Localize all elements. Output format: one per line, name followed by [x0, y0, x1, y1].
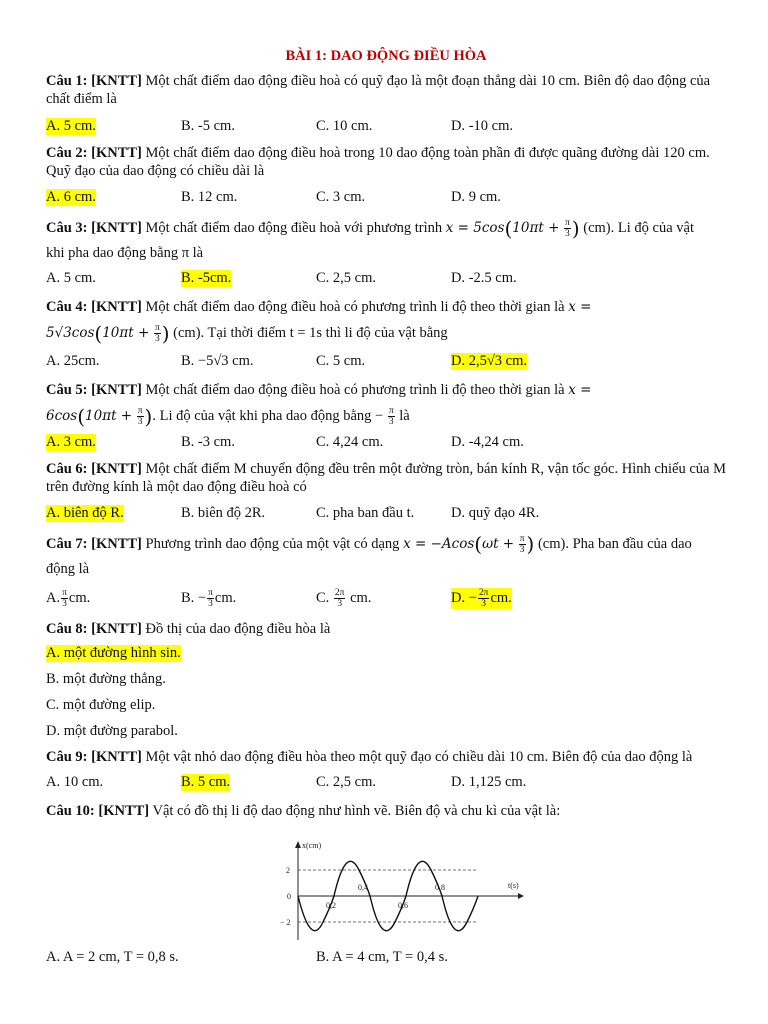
- q4-options: [46, 353, 726, 373]
- q4-option-d[interactable]: D. 2,5√3 cm.: [451, 353, 528, 369]
- q5-paren-close: ): [144, 404, 153, 429]
- q7-b-unit: cm.: [214, 589, 237, 606]
- q4-frac-num: π: [154, 323, 160, 334]
- q7-a-unit: cm.: [68, 589, 91, 606]
- q5-text2: . Li độ của vật khi pha dao động bằng −: [152, 408, 384, 424]
- q8-option-d[interactable]: D. một đường parabol.: [46, 723, 178, 739]
- q4-eq-inner: 10πt +: [102, 325, 150, 341]
- q2-text: Một chất điểm dao động điều hoà trong 10 dao động toàn phần đi được quãng đường dài 120 cm. Quỹ đạo của dao động có chiều dài là: [46, 145, 710, 179]
- question-8: [46, 620, 726, 638]
- q2-option-a[interactable]: A. 6 cm.: [46, 189, 96, 205]
- q6-option-a[interactable]: A. biên độ R.: [46, 505, 124, 521]
- q7-d-den: 3: [481, 599, 487, 609]
- q7-label: Câu 7:: [46, 536, 88, 552]
- graph-t-04: 0,4: [358, 883, 368, 892]
- q3-label: Câu 3:: [46, 220, 88, 236]
- q4-fraction: [154, 323, 161, 344]
- q4-text1: Một chất điểm dao động điều hoà có phương trình li độ theo thời gian là: [145, 299, 565, 315]
- q5-text3: là: [399, 408, 410, 424]
- q8-option-a[interactable]: A. một đường hình sin.: [46, 645, 181, 661]
- oscillation-graph: [278, 836, 538, 946]
- q1-option-d[interactable]: D. -10 cm.: [451, 118, 514, 134]
- graph-x-arrow: [295, 841, 301, 848]
- q9-options: [46, 774, 726, 794]
- q9-label: Câu 9:: [46, 749, 88, 765]
- q5-label: Câu 5:: [46, 382, 88, 398]
- q1-tag: [KNTT]: [91, 73, 142, 89]
- q7-a-prefix: A.: [46, 589, 61, 606]
- q1-text: Một chất điểm dao động điều hoà có quỹ đạo là một đoạn thẳng dài 10 cm. Biên độ dao động của chất điểm là: [46, 73, 711, 107]
- q3-text1: Một chất điểm dao động điều hoà với phương trình: [145, 220, 443, 236]
- q3-unit: (cm). Li độ của vật: [583, 220, 694, 236]
- q8-tag: [KNTT]: [91, 621, 142, 637]
- q8-label: Câu 8:: [46, 621, 88, 637]
- q3-option-b[interactable]: B. -5cm.: [181, 270, 232, 286]
- graph-y-top: 2: [286, 866, 290, 875]
- q4-frac-den: 3: [154, 334, 160, 345]
- q5-option-a[interactable]: A. 3 cm.: [46, 434, 96, 450]
- graph-t-08: 0,8: [435, 883, 445, 892]
- graph-y-bottom: − 2: [280, 918, 291, 927]
- q5-paren-open: (: [77, 404, 86, 429]
- q5-eq-x: x =: [568, 382, 592, 398]
- q7-option-c[interactable]: [316, 588, 371, 609]
- question-2: [46, 144, 726, 180]
- q7-frac-den: 3: [519, 545, 525, 556]
- q4-paren-open: (: [94, 321, 103, 346]
- q5-fraction: [137, 406, 144, 427]
- q7-b-prefix: B. −: [181, 589, 207, 606]
- q3-paren-open: (: [504, 216, 513, 241]
- q5-options: [46, 434, 726, 454]
- q4-label: Câu 4:: [46, 299, 88, 315]
- q8-text: Đồ thị của dao động điều hòa là: [145, 621, 331, 637]
- q3-paren-close: ): [571, 216, 580, 241]
- q7-c-unit: cm.: [350, 589, 372, 606]
- q3-option-d[interactable]: D. -2.5 cm.: [451, 270, 517, 286]
- q2-option-b[interactable]: B. 12 cm.: [181, 189, 238, 205]
- q5-option-b[interactable]: B. -3 cm.: [181, 434, 235, 450]
- q7-option-a[interactable]: [46, 588, 90, 609]
- question-6: [46, 460, 726, 496]
- q7-b-num: π: [208, 588, 213, 598]
- q7-c-prefix: C.: [316, 589, 330, 606]
- q7-d-num: 2π: [478, 588, 489, 598]
- q7-fraction: [519, 534, 526, 555]
- q5-frac-den: 3: [137, 417, 143, 428]
- question-10: [46, 802, 726, 820]
- q2-tag: [KNTT]: [91, 145, 142, 161]
- q3-option-a[interactable]: A. 5 cm.: [46, 270, 96, 286]
- q3-options: [46, 270, 726, 290]
- q2-option-c[interactable]: C. 3 cm.: [316, 189, 366, 205]
- q7-c-fraction: [334, 588, 346, 609]
- q10-option-b[interactable]: B. A = 4 cm, T = 0,4 s.: [316, 949, 448, 965]
- q7-paren-close: ): [526, 532, 535, 557]
- q7-d-fraction: [478, 588, 490, 609]
- q4-paren-close: ): [161, 321, 170, 346]
- question-9: [46, 748, 726, 766]
- q7-eq-inner: ωt +: [482, 536, 515, 552]
- q5-phase-num: π: [388, 406, 394, 417]
- q1-label: Câu 1:: [46, 73, 88, 89]
- q10-text: Vật có đồ thị li độ dao động như hình vẽ. Biên độ và chu kì của vật là:: [152, 803, 561, 819]
- q4-eq-x: x =: [568, 299, 592, 315]
- q6-text: Một chất điểm M chuyển động đều trên một đường tròn, bán kính R, vận tốc góc. Hình chiếu của M trên đường kính là một dao động điều hoà có: [46, 461, 727, 495]
- q7-text2: động là: [46, 561, 90, 578]
- q3-text2: khi pha dao động bằng π là: [46, 244, 204, 261]
- graph-origin: 0: [287, 892, 291, 901]
- q6-tag: [KNTT]: [91, 461, 142, 477]
- q3-fraction: [564, 218, 571, 239]
- q7-a-fraction: [61, 588, 68, 609]
- q7-a-num: π: [62, 588, 67, 598]
- q3-eq-inner: 10πt +: [512, 220, 560, 236]
- q7-c-den: 3: [337, 599, 343, 609]
- q7-paren-open: (: [474, 532, 483, 557]
- q10-options: [46, 949, 726, 969]
- q9-tag: [KNTT]: [91, 749, 142, 765]
- q4-option-a[interactable]: A. 25cm.: [46, 353, 100, 369]
- q10-label: Câu 10:: [46, 803, 95, 819]
- page-title: BÀI 1: DAO ĐỘNG ĐIỀU HÒA: [285, 48, 487, 64]
- q6-options: [46, 505, 726, 525]
- q6-option-d[interactable]: D. quỹ đạo 4R.: [451, 505, 540, 521]
- q7-a-den: 3: [62, 599, 67, 609]
- q4-option-c[interactable]: C. 5 cm.: [316, 353, 366, 369]
- q7-text1: Phương trình dao động của một vật có dạng: [145, 536, 400, 552]
- question-3: [46, 216, 726, 265]
- question-1: [46, 72, 726, 108]
- q6-label: Câu 6:: [46, 461, 88, 477]
- q7-d-unit: cm.: [490, 589, 512, 606]
- q5-equation: 6cos: [46, 408, 78, 424]
- q10-option-a[interactable]: A. A = 2 cm, T = 0,8 s.: [46, 949, 179, 965]
- q7-frac-num: π: [519, 534, 525, 545]
- q5-option-c[interactable]: C. 4,24 cm.: [316, 434, 384, 450]
- q7-options: [46, 588, 726, 614]
- q7-b-den: 3: [208, 599, 213, 609]
- q3-tag: [KNTT]: [91, 220, 142, 236]
- q3-frac-den: 3: [565, 229, 570, 240]
- q7-b-fraction: [207, 588, 214, 609]
- q2-option-d[interactable]: D. 9 cm.: [451, 189, 501, 205]
- question-5: [46, 377, 726, 430]
- question-4: [46, 294, 726, 347]
- q9-option-b[interactable]: B. 5 cm.: [181, 774, 231, 790]
- q7-d-prefix: D. −: [451, 589, 477, 606]
- q5-phase-den: 3: [388, 417, 394, 428]
- q4-tag: [KNTT]: [91, 299, 142, 315]
- graph-t-arrow: [518, 893, 524, 899]
- q1-option-a[interactable]: A. 5 cm.: [46, 118, 96, 134]
- q3-frac-num: π: [565, 218, 570, 229]
- q7-option-d[interactable]: [451, 588, 512, 609]
- q5-text1: Một chất điểm dao động điều hoà có phương trình li độ theo thời gian là: [145, 382, 565, 398]
- q8-option-c[interactable]: C. một đường elip.: [46, 697, 156, 713]
- q8-option-b[interactable]: B. một đường thẳng.: [46, 671, 166, 687]
- question-7: [46, 532, 726, 582]
- q1-options: [46, 118, 726, 138]
- q3-option-c[interactable]: C. 2,5 cm.: [316, 270, 377, 286]
- q6-option-c[interactable]: C. pha ban đầu t.: [316, 505, 415, 521]
- q9-option-a[interactable]: A. 10 cm.: [46, 774, 104, 790]
- q9-option-d[interactable]: D. 1,125 cm.: [451, 774, 527, 790]
- q4-equation: 5√3cos: [46, 325, 95, 341]
- q7-equation: x = −Acos: [403, 536, 475, 552]
- q5-eq-inner: 10πt +: [85, 408, 133, 424]
- q4-text2: (cm). Tại thời điểm t = 1s thì li độ của vật bằng: [173, 325, 448, 341]
- q7-option-b[interactable]: [181, 588, 236, 609]
- q5-option-d[interactable]: D. -4,24 cm.: [451, 434, 524, 450]
- q5-frac-num: π: [137, 406, 143, 417]
- q6-option-b[interactable]: B. biên độ 2R.: [181, 505, 266, 521]
- q9-option-c[interactable]: C. 2,5 cm.: [316, 774, 377, 790]
- q5-tag: [KNTT]: [91, 382, 142, 398]
- q4-option-b[interactable]: B. −5√3 cm.: [181, 353, 254, 369]
- q3-equation: x = 5cos: [445, 220, 505, 236]
- graph-y-label: x(cm): [302, 841, 322, 850]
- q1-option-b[interactable]: B. -5 cm.: [181, 118, 235, 134]
- graph-t-02: 0,2: [326, 901, 336, 910]
- q7-c-num: 2π: [334, 588, 345, 598]
- q5-phase-fraction: [388, 406, 395, 427]
- graph-t-06: 0,6: [398, 901, 408, 910]
- q9-text: Một vật nhỏ dao động điều hòa theo một quỹ đạo có chiều dài 10 cm. Biên độ của dao động là: [145, 749, 693, 765]
- q7-tag: [KNTT]: [91, 536, 142, 552]
- graph-x-label: t(s): [508, 881, 519, 890]
- q7-unit: (cm). Pha ban đầu của dao: [537, 536, 692, 552]
- q2-label: Câu 2:: [46, 145, 88, 161]
- q1-option-c[interactable]: C. 10 cm.: [316, 118, 373, 134]
- q10-tag: [KNTT]: [98, 803, 150, 819]
- q2-options: [46, 189, 726, 209]
